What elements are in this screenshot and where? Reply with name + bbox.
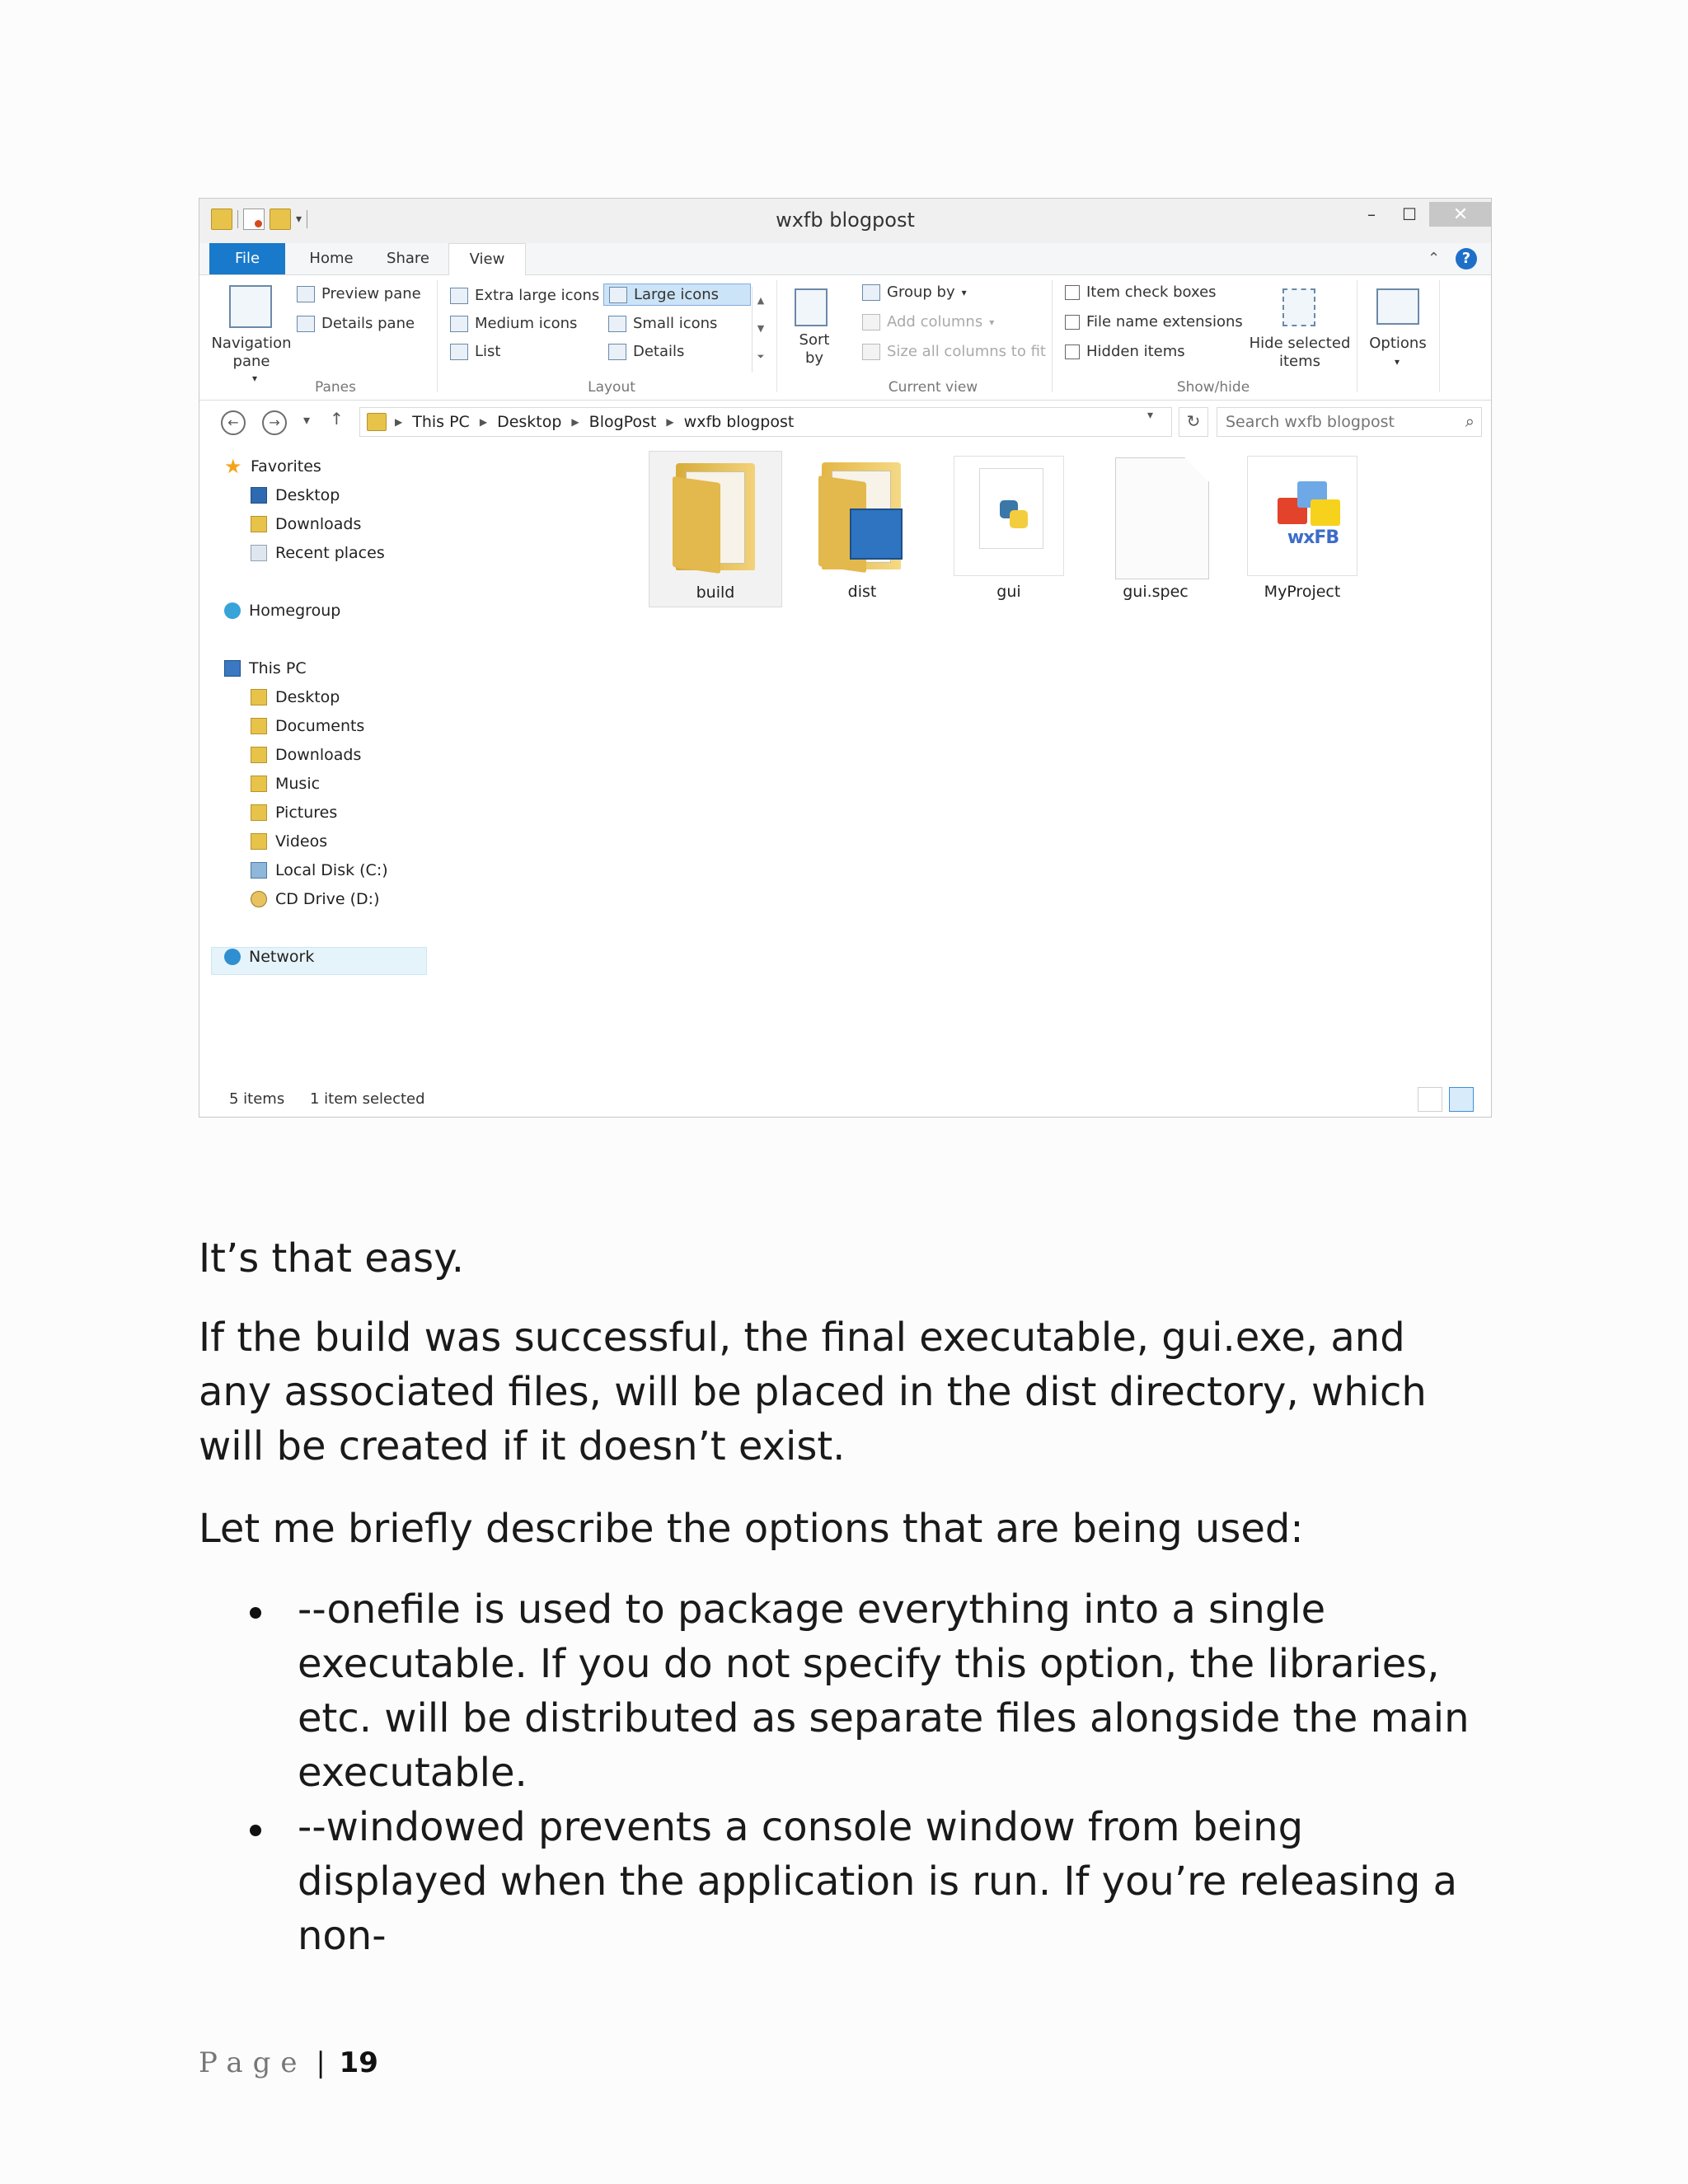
hidden-items-checkbox[interactable] [1065,344,1080,359]
nav-network[interactable] [224,944,314,969]
add-columns-icon [862,314,880,330]
nav-label: This PC [249,659,307,677]
layout-large-icons[interactable] [603,284,751,306]
add-columns-label: Add columns [887,313,983,330]
options-icon[interactable] [1376,288,1419,325]
layout-extra-large-icons[interactable] [450,287,599,304]
chevron-down-icon: ▾ [1394,356,1400,368]
list-item-text: --onefile is used to package everything into a single executable. If you do not specify this option, the libraries, etc. will be distributed as separate files alongside the main executable. [298,1586,1470,1796]
chevron-down-icon: ▾ [251,373,258,384]
add-columns-button[interactable] [862,313,994,330]
address-bar-row [199,401,1491,443]
nav-label: Network [249,948,315,966]
navigation-pane-icon[interactable] [229,285,272,328]
breadcrumb-chevron-icon[interactable]: ▶ [666,416,674,428]
tab-view[interactable]: View [448,243,526,276]
chevron-down-icon: ▾ [989,316,995,328]
preview-pane-label: Preview pane [321,285,421,302]
show-hide-group-label: Show/hide [1176,379,1250,396]
minimize-button[interactable]: – [1367,204,1376,224]
group-by-label: Group by [887,284,955,301]
extra-large-icons-icon [450,288,468,304]
collapse-ribbon-chevron-icon[interactable]: ⌃ [1428,250,1441,267]
file-item-myproject[interactable] [1236,451,1369,607]
file-item-dist[interactable] [795,451,929,607]
bullet-icon [250,1607,261,1619]
breadcrumb-chevron-icon[interactable]: ▶ [571,416,579,428]
layout-label: Large icons [634,286,720,303]
back-button[interactable]: ← [221,410,246,435]
preview-pane-icon [297,286,315,302]
layout-label: Extra large icons [475,287,600,304]
file-name-extensions-toggle[interactable] [1065,313,1243,330]
hidden-items-toggle[interactable] [1065,343,1185,360]
tab-home[interactable]: Home [309,250,354,267]
hide-selected-items-button[interactable]: Hide selected items [1249,335,1351,370]
list-item-text: --windowed prevents a console window from being displayed when the application is run. If you’re releasing a non- [298,1804,1457,1959]
ribbon-tabs [199,243,1491,275]
group-by-icon [862,284,880,301]
floppy-overlay-icon [850,509,903,560]
layout-label: Details [633,343,685,360]
forward-button[interactable]: → [262,410,287,435]
nav-pictures[interactable] [251,800,337,825]
file-item-gui-spec[interactable] [1089,451,1222,607]
search-input[interactable] [1217,408,1450,436]
nav-label: Downloads [275,746,362,764]
help-icon[interactable]: ? [1456,248,1477,269]
current-view-group-label: Current view [888,379,978,396]
network-icon [224,949,241,965]
nav-this-pc[interactable] [224,656,307,681]
file-name: build [696,583,735,602]
nav-label: Recent places [275,544,385,562]
address-history-chevron-icon[interactable]: ▾ [1147,409,1154,422]
breadcrumb-chevron-icon[interactable]: ▶ [479,416,488,428]
music-icon [251,776,267,792]
nav-cd-drive[interactable] [251,887,380,912]
file-name: dist [847,583,877,601]
nav-local-disk[interactable] [251,858,388,883]
file-item-build[interactable] [649,451,782,607]
search-box[interactable] [1217,407,1482,437]
blank-file-icon [1100,456,1211,576]
size-columns-label: Size all columns to fit [887,343,1046,360]
hard-drive-icon [251,862,267,879]
details-view-icon[interactable] [1418,1087,1442,1112]
documents-icon [251,718,267,734]
list-item [199,1582,1501,1800]
python-file-icon [954,456,1064,576]
nav-homegroup[interactable] [224,598,340,623]
nav-videos[interactable] [251,829,327,854]
file-name-extensions-checkbox[interactable] [1065,315,1080,330]
close-button[interactable]: ✕ [1429,202,1492,227]
size-all-columns-button[interactable] [862,343,1046,360]
selection-count: 1 item selected [310,1090,425,1108]
address-bar[interactable] [359,407,1172,437]
page-footer [199,2046,378,2079]
status-bar [199,1082,1491,1115]
large-icons-icon [609,287,627,303]
group-by-button[interactable] [862,284,967,301]
item-check-boxes-checkbox[interactable] [1065,285,1080,300]
file-name: MyProject [1264,583,1341,601]
nav-label: Downloads [275,515,362,533]
nav-label: Local Disk (C:) [275,861,388,879]
item-check-boxes-label: Item check boxes [1086,284,1217,301]
ribbon-view [199,275,1491,401]
nav-label: Desktop [275,688,340,706]
breadcrumb-wxfb-blogpost[interactable]: wxfb blogpost [683,413,795,431]
folder-icon [367,413,387,431]
options-list [199,1582,1501,1963]
details-pane-icon [297,316,315,332]
size-columns-icon [862,344,880,360]
wxfb-project-icon: wxFB [1247,456,1357,576]
nav-label: CD Drive (D:) [275,890,380,908]
folder-icon [661,457,771,577]
nav-label: Desktop [275,486,340,504]
layout-label: Small icons [633,315,718,332]
small-icons-icon [608,316,626,332]
customize-toolbar-chevron-icon[interactable]: ▾ [296,213,302,226]
breadcrumb-this-pc[interactable]: This PC [412,413,470,431]
explorer-window [199,198,1492,1118]
layout-label: List [475,343,501,360]
downloads-icon [251,516,267,532]
desktop-folder-icon [251,689,267,705]
layout-label: Medium icons [475,315,578,332]
computer-icon [224,660,241,677]
item-count: 5 items [229,1090,285,1108]
up-arrow-icon[interactable]: ↑ [330,409,344,429]
maximize-button[interactable]: ☐ [1402,204,1417,224]
hide-selected-items-icon[interactable] [1282,288,1315,326]
recent-locations-chevron-icon[interactable]: ▾ [303,412,311,428]
layout-list[interactable] [450,343,500,360]
hidden-items-label: Hidden items [1086,343,1185,360]
medium-icons-icon [450,316,468,332]
layout-medium-icons[interactable] [450,315,577,332]
paragraph-3: Let me briefly describe the options that are being used: [199,1506,1304,1552]
list-item [199,1800,1501,1963]
paragraph-1: It’s that easy. [199,1235,465,1282]
breadcrumb-blogpost[interactable]: BlogPost [588,413,657,431]
nav-documents[interactable] [251,714,364,738]
nav-label: Pictures [275,804,338,822]
nav-favorites-downloads[interactable] [251,512,361,537]
breadcrumb-desktop[interactable]: Desktop [497,413,562,431]
search-icon[interactable]: ⌕ [1465,411,1475,431]
paragraph-2: If the build was successful, the final executable, gui.exe, and any associated files, will be placed in the dist directory, which will be created if it doesn’t exist. [199,1315,1427,1469]
layout-group-label: Layout [588,379,635,396]
layout-small-icons[interactable] [608,315,717,332]
navigation-pane-button[interactable]: Navigation pane [211,335,292,370]
group-divider [776,280,777,392]
nav-music[interactable] [251,771,320,796]
pictures-icon [251,804,267,821]
file-item-gui[interactable] [942,451,1076,607]
sort-by-button[interactable]: Sort by [799,331,830,367]
layout-gallery-scroll[interactable]: ▲ ▼ ⏷ [752,287,769,373]
nav-pc-downloads[interactable] [251,743,361,767]
file-name: gui.spec [1123,583,1189,601]
page-number: 19 [339,2046,378,2079]
file-list [438,446,1485,1056]
large-icons-view-icon[interactable] [1449,1087,1474,1112]
folder-icon [807,456,917,576]
footer-separator: | [316,2046,326,2079]
page-word: Page [199,2046,307,2079]
layout-details[interactable] [608,343,684,360]
nav-recent-places[interactable] [251,541,385,565]
navigation-pane [199,446,430,1072]
nav-label: Favorites [251,457,321,476]
group-divider [437,280,438,392]
chevron-down-icon: ▾ [961,286,967,298]
homegroup-icon [224,602,241,619]
file-name-extensions-label: File name extensions [1086,313,1243,330]
nav-favorites[interactable] [224,454,321,479]
refresh-button[interactable]: ↻ [1179,407,1208,437]
videos-icon [251,833,267,850]
nav-pc-desktop[interactable] [251,685,340,710]
file-name: gui [996,583,1021,601]
tab-share[interactable]: Share [387,250,429,267]
bullet-icon [250,1825,261,1836]
details-pane-label: Details pane [321,315,415,332]
item-check-boxes-toggle[interactable] [1065,284,1217,301]
recent-places-icon [251,545,267,561]
nav-label: Documents [275,717,365,735]
list-icon [450,344,468,360]
desktop-icon [251,487,267,504]
details-icon [608,344,626,360]
nav-label: Music [275,775,321,793]
panes-group-label: Panes [315,379,356,396]
downloads-icon [251,747,267,763]
nav-favorites-desktop[interactable] [251,483,340,508]
options-button[interactable]: Options [1369,335,1427,352]
preview-pane-button[interactable] [297,285,421,302]
nav-label: Homegroup [249,602,341,620]
nav-label: Videos [275,832,328,851]
window-title: wxfb blogpost [776,209,915,232]
title-bar [199,199,1491,243]
details-pane-button[interactable] [297,315,415,332]
tab-file[interactable]: File [209,243,285,274]
group-divider [1052,280,1053,392]
sort-by-icon[interactable] [795,288,828,326]
group-divider [1439,280,1440,392]
breadcrumb-chevron-icon[interactable]: ▶ [395,416,403,428]
cd-drive-icon [251,891,267,907]
star-icon: ★ [224,455,242,478]
